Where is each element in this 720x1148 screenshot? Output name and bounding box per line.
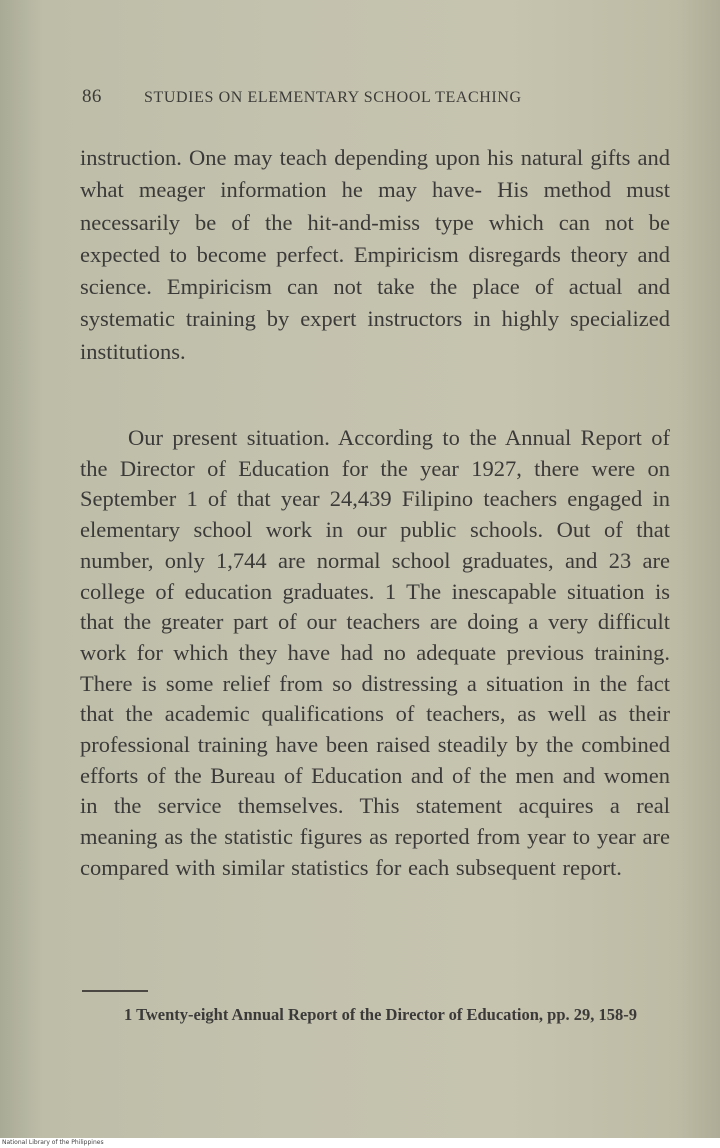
paragraph-continued: instruction. One may teach depending upon his natural gifts and what meager information he may have- His method must necessarily be of the hit-and-miss type which can not be expected to become perfect. Empiricism disregards theory and science. Empiricism can not take the place of actual and systematic training by expert instructors in highly specialized institutions. xyxy=(80,145,670,364)
footnote-divider xyxy=(82,990,148,992)
page-number: 86 xyxy=(82,86,102,107)
running-title: STUDIES ON ELEMENTARY SCHOOL TEACHING xyxy=(144,89,522,106)
scan-footer-strip xyxy=(0,1138,720,1148)
library-credit: National Library of the Philippines xyxy=(2,1139,104,1146)
paragraph-our-present-situation: Our present situation. According to the Annual Report of the Director of Education for the year 1927, there were on September 1 of that year 24,439 Filipino teachers engaged in elementary school work in our public schools. Out of that number, only 1,744 are normal school graduates, and 23 are college of education graduates. 1 The inescapable situation is that the greater part of our teachers are doing a very difficult work for which they have had no adequate previous training. There is some relief from so distressing a situation in the fact that the academic qualifications of teachers, as well as their professional training have been raised steadily by the combined efforts of the Bureau of Education and of the men and women in the service themselves. This statement acquires a real meaning as the statistic figures as reported from year to year are compared with similar statistics for each subsequent report. xyxy=(80,425,670,880)
footnote: 1 Twenty-eight Annual Report of the Director of Education, pp. 29, 158-9 xyxy=(124,1005,638,1024)
running-head xyxy=(82,86,642,108)
